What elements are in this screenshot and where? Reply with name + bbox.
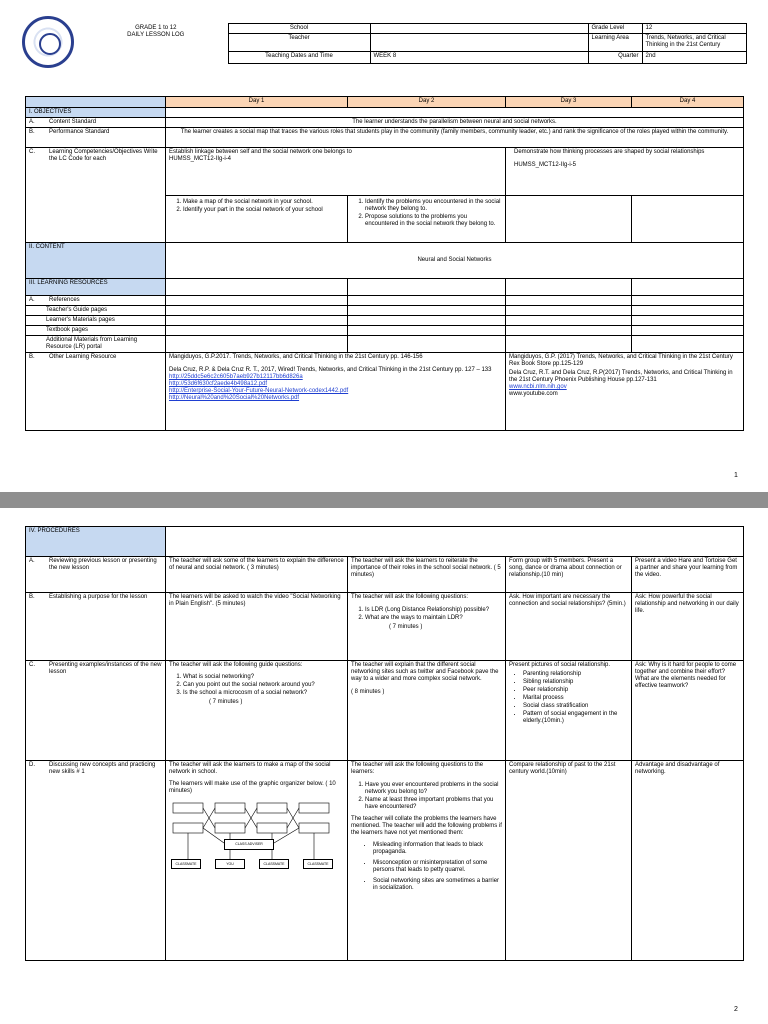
ref-item-1: Teacher's Guide pages	[46, 307, 108, 313]
performance-standard-value: The learner creates a social map that traces the various roles that students play in the community (family members, community leader, etc.) and rank the significance of the roles played within the community.	[166, 128, 744, 148]
references-label: References	[49, 297, 80, 303]
proc-a-day4: Present a video Hare and Tortoise Get a partner and share your learning from the video.	[632, 557, 744, 593]
dates-label: Teaching Dates and Time	[228, 52, 370, 64]
resource-link-6[interactable]: www.youtube.com	[509, 391, 558, 397]
proc-b-day4: Ask: How powerful the social relationship and networking in our daily life.	[632, 593, 744, 661]
org-node-adviser: CLASS ADVISER	[224, 839, 274, 850]
school-value	[370, 24, 588, 34]
procedures-title: IV. PROCEDURES	[26, 527, 166, 557]
dates-value: WEEK 8	[370, 52, 588, 64]
proc-d-label: Discussing new concepts and practicing new skills # 1	[49, 762, 156, 775]
grade-level-value: 12	[642, 24, 746, 34]
deped-seal-logo	[22, 16, 74, 68]
resource-link-2[interactable]: http://53d6f630cf2aede4b498a12.pdf	[169, 381, 268, 387]
proc-c-day1-intro: The teacher will ask the following guide questions:	[169, 662, 303, 668]
proc-b-day3: Ask. How important are necessary the connection and social relationships? (5min.)	[506, 593, 632, 661]
proc-d-day2-intro: The teacher will ask the following questions to the learners:	[351, 762, 484, 775]
other-resource-ref-1: Mangiduyos, G.P.2017. Trends, Networks, and Critical Thinking in the 21st Century pp. 146-156	[169, 354, 423, 360]
org-node-classmate-2: CLASSMATE	[259, 859, 289, 869]
proc-c-day3-intro: Present pictures of social relationship.	[509, 662, 611, 668]
content-value: Neural and Social Networks	[166, 243, 744, 279]
resource-link-5[interactable]: www.ncbi.nlm.nih.gov	[509, 384, 567, 390]
school-label: School	[228, 24, 370, 34]
proc-c-label: Presenting examples/instances of the new lesson	[49, 662, 162, 675]
content-title: II. CONTENT	[26, 243, 166, 279]
resource-link-3[interactable]: http://Enterprise-Social-Your-Future-Neural-Network-codex1442.pdf	[169, 388, 349, 394]
ref-item-2: Learner's Materials pages	[46, 317, 115, 323]
proc-b-day2-list: 1. Is LDR (Long Distance Relationship) possible? 2. What are the ways to maintain LDR?	[351, 607, 502, 622]
day1-header: Day 1	[166, 97, 348, 108]
teacher-value	[370, 34, 588, 52]
content-standard-label: Content Standard	[49, 119, 97, 125]
proc-d-day1-p2: The learners will make use of the graphic organizer below. ( 10 minutes)	[169, 781, 336, 794]
objectives-table: Day 1 Day 2 Day 3 Day 4 I. OBJECTIVES A. Content Standard The learner understands the parallelism between neural and social networks. B. Performance Standard The learner creates a social map that traces the various roles that students play in the community (family members, community leader, etc.) and rank the significance of the roles played within the community. C. Learning Competencies/Objectives Write the LC Code for each Establish linkage between self and the social network one belongs to HUMSS_MCT12-IIg-i-4 Demonstrate how thinking processes are shaped by social relationships HUMSS_MCT12-IIg-i-5 1. Make a map of the social network in your school. 2. Identify your part in the social network of your school 1. Identify the problems you encountered in the social network they belong to. 2. Propose solutions to the problems you encountered in the social network they belong to. II. CONTENT Neural and Social Networks III. LEARNING RESOURCES A. References Teacher's Guide pages Learner's Materials pages Textbook pages Additional Materials from Learning Resource (LR) portal B. Other Learning Resource Mangiduyos, G.P.2017. Trends, Networks, and Critical Thinking in the 21st Century pp. 146-156 Dela Cruz, R.P. & Dela Cruz R. T., 2017, Wired! Trends, Networks, and Critical Thinking in the 21st Century pp. 127 – 133 http://25ddc5e6c2c605b7aeb927b12117bb6d826a http://53d6f630cf2aede4b498a12.pdf http://Enterprise-Social-Your-Future-Neural-Network-codex1442.pdf http://Neural%20and%20Social%20Networks.pdf Mangiduyos, G.P. (2017) Trends, Networks, and Critical Thinking in the 21st Century Rex Book Store pp.125-129 Dela Cruz, R.T. and Dela Cruz, R.P(2017) Trends, Networks, and Critical Thinking in the 21st Century Phoenix Publishing House pp.127-131 www.ncbi.nlm.nih.gov www.youtube.com	[25, 96, 744, 431]
resource-link-1[interactable]: http://25ddc5e6c2c605b7aeb927b12117bb6d826a	[169, 374, 303, 380]
content-standard-value: The learner understands the parallelism between neural and social networks.	[166, 118, 744, 128]
org-node-classmate-1: CLASSMATE	[171, 859, 201, 869]
day4-header: Day 4	[632, 97, 744, 108]
competency-day12: Establish linkage between self and the social network one belongs to	[169, 149, 352, 155]
resource-link-4[interactable]: http://Neural%20and%20Social%20Networks.pdf	[169, 395, 300, 401]
competency-day34: Demonstrate how thinking processes are shaped by social relationships	[514, 149, 705, 155]
quarter-value: 2nd	[642, 52, 746, 64]
page-number-1: 1	[734, 472, 738, 479]
other-resource-ref-2: Dela Cruz, R.P. & Dela Cruz R. T., 2017, Wired! Trends, Networks, and Critical Thinking in the 21st Century pp. 127 – 133	[169, 367, 492, 373]
proc-c-day1-list: 1. What is social networking? 2. Can you point out the social network around you? 3. Is the school a microcosm of a social network?	[169, 674, 344, 697]
day2-header: Day 2	[348, 97, 506, 108]
ref-item-3: Textbook pages	[46, 327, 89, 333]
proc-c-day3-list: • Parenting relationship • Sibling relationship • Peer relationship • Marital process • Social class stratification • Pattern of social engagement in the elderly.(10min.)	[509, 671, 628, 725]
learning-area-value: Trends, Networks, and Critical Thinking in the 21st Century	[642, 34, 746, 52]
proc-a-day2: The teacher will ask the learners to reiterate the importance of their roles in the school social network. ( 5 minutes)	[348, 557, 506, 593]
grade-level-label: Grade Level	[588, 24, 642, 34]
proc-d-day2-bullets: • Misleading information that leads to black propaganda. • Misconception or misinterpretation of some persons that leads to petty quarrel. • Social networking sites are sometimes a barrier in socialization.	[351, 842, 502, 892]
proc-c-day2: The teacher will explain that the different social networking sites such as twitter and Facebook pave the way to a wider and more complex social network.	[351, 662, 499, 682]
day2-objectives-list: 1. Identify the problems you encountered in the social network they belong to. 2. Propose solutions to the problems you encountered in the social network they belong to.	[351, 199, 502, 228]
other-resource-label: Other Learning Resource	[49, 354, 117, 360]
proc-b-day1: The learners will be asked to watch the video "Social Networking in Plain English". (5 minutes)	[166, 593, 348, 661]
proc-b-label: Establishing a purpose for the lesson	[49, 594, 148, 600]
proc-a-day1: The teacher will ask some of the learners to explain the difference of neural and social network. ( 3 minutes)	[166, 557, 348, 593]
proc-a-label: Reviewing previous lesson or presenting the new lesson	[49, 558, 157, 571]
resources-title: III. LEARNING RESOURCES	[26, 279, 166, 296]
other-resource-ref-3: Mangiduyos, G.P. (2017) Trends, Networks, and Critical Thinking in the 21st Century Rex Book Store pp.125-129	[509, 354, 733, 367]
log-title: DAILY LESSON LOG	[127, 31, 185, 38]
page-number-2: 2	[734, 1006, 738, 1013]
proc-c-day4: Ask: Why is it hard for people to come together and combine their effort? What are the elements needed for effective teamwork?	[632, 661, 744, 761]
day1-objectives-list: 1. Make a map of the social network in your school. 2. Identify your part in the social network of your school	[169, 199, 344, 214]
procedures-table: IV. PROCEDURES A. Reviewing previous lesson or presenting the new lesson The teacher will ask some of the learners to explain the difference of neural and social network. ( 3 minutes) The teacher will ask the learners to reiterate the importance of their roles in the school social network. ( 5 minutes) Form group with 5 members. Present a song, dance or drama about connection or relationship.(10 min) Present a video Hare and Tortoise Get a partner and share your learning from the video. B. Establishing a purpose for the lesson The learners will be asked to watch the video "Social Networking in Plain English". (5 minutes) The teacher will ask the following questions: 1. Is LDR (Long Distance Relationship) possible? 2. What are the ways to maintain LDR? ( 7 minutes ) Ask. How important are necessary the connection and social relationships? (5min.) Ask: How powerful the social relationship and networking in our daily life. C. Presenting examples/instances of the new lesson The teacher will ask the following guide questions: 1. What is social networking? 2. Can you point out the social network around you? 3. Is the school a microcosm of a social network? ( 7 minutes ) The teacher will explain that the different social networking sites such as twitter and Facebook pave the way to a wider and more complex social network. ( 8 minutes ) Present pictures of social relationship. • Parenting relationship • Sibling relationship • Peer relationship • Marital process • Social class stratification • Pattern of social engagement in the elderly.(10min.) Ask: Why is it hard for people to come together and combine their effort? What are the elements needed for effective teamwork? D. Discussing new concepts and practicing new skills # 1 The teacher will ask the learners to make a map of the social network in school. The learners will make use of the graphic organizer below. ( 10 minutes) CLASS ADVISER CLASSMATE YOU CLASSMATE CLASSMATE The teacher will ask the following questions to the learners: 1. Have you ever encountered problems in the social network you belong to? 2. Name at least three important problems that you have encountered? The teacher will collate the problems the learners have mentioned. The teacher will add the following problems if the learners have not yet mentioned them: • Misleading information that leads to black propaganda. • Misconception or misinterpretation of some persons that leads to petty quarrel. • Social networking sites are sometimes a barrier in socialization. Compare relationship of past to the 21st century world.(10min) Advantage and disadvantage of networking.	[25, 526, 744, 961]
objectives-title: I. OBJECTIVES	[26, 108, 166, 118]
graphic-organizer	[169, 801, 344, 879]
quarter-label: Quarter	[588, 52, 642, 64]
performance-standard-label: Performance Standard	[49, 129, 110, 135]
proc-b-day2-intro: The teacher will ask the following questions:	[351, 594, 469, 600]
proc-d-day2-p2: The teacher will collate the problems the learners have mentioned. The teacher will add the following problems if the learners have not yet mentioned them:	[351, 816, 502, 836]
document-page-1	[0, 0, 768, 492]
org-node-you: YOU	[215, 859, 245, 869]
proc-d-day3: Compare relationship of past to the 21st century world.(10min)	[506, 761, 632, 961]
proc-d-day1-p1: The teacher will ask the learners to make a map of the social network in school.	[169, 762, 331, 775]
teacher-label: Teacher	[228, 34, 370, 52]
day3-header: Day 3	[506, 97, 632, 108]
org-node-classmate-3: CLASSMATE	[303, 859, 333, 869]
competencies-label: Learning Competencies/Objectives Write the LC Code for each	[49, 149, 158, 162]
document-page-2	[0, 508, 768, 1024]
other-resource-ref-4: Dela Cruz, R.T. and Dela Cruz, R.P(2017) Trends, Networks, and Critical Thinking in the 21st Century Phoenix Publishing House pp.127-131	[509, 370, 733, 383]
learning-area-label: Learning Area	[588, 34, 642, 52]
proc-d-day4: Advantage and disadvantage of networking.	[632, 761, 744, 961]
header-table	[84, 23, 747, 64]
proc-d-day2-list: 1. Have you ever encountered problems in the social network you belong to? 2. Name at least three important problems that you have encountered?	[351, 782, 502, 811]
ref-item-4: Additional Materials from Learning Resource (LR) portal	[46, 337, 138, 350]
proc-a-day3: Form group with 5 members. Present a song, dance or drama about connection or relationship.(10 min)	[506, 557, 632, 593]
grade-range: GRADE 1 to 12	[135, 24, 177, 31]
day-header-spacer	[26, 97, 166, 108]
